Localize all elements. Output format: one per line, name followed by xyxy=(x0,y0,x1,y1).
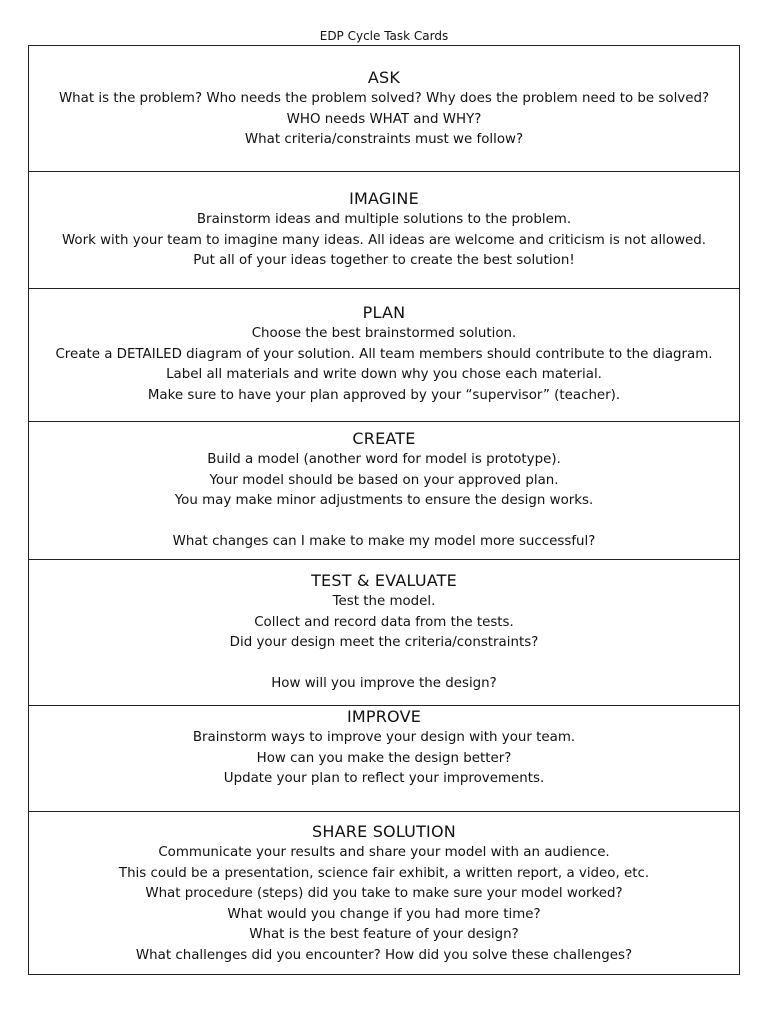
card-text-line: What is the best feature of your design? xyxy=(249,927,519,942)
card-text-line: Choose the best brainstormed solution. xyxy=(251,326,517,341)
card-heading: CREATE xyxy=(352,429,416,448)
card-text-line: Make sure to have your plan approved by your “supervisor” (teacher). xyxy=(147,387,621,403)
card-test-evaluate xyxy=(29,560,739,706)
card-text-line: Create a DETAILED diagram of your solution. All team members should contribute to the diagram. xyxy=(55,346,713,362)
card-improve xyxy=(29,706,739,812)
card-text-line: WHO needs WHAT and WHY? xyxy=(286,111,482,127)
document-title: EDP Cycle Task Cards xyxy=(319,29,449,43)
card-text-line: You may make minor adjustments to ensure the design works. xyxy=(174,493,594,508)
card-text-line: What changes can I make to make my model more successful? xyxy=(172,534,596,549)
card-text-line: What is the problem? Who needs the problem solved? Why does the problem need to be solved? xyxy=(58,91,710,106)
card-text-line: What would you change if you had more time? xyxy=(227,906,541,922)
card-heading: SHARE SOLUTION xyxy=(312,822,456,841)
card-text-line: Work with your team to imagine many ideas. All ideas are welcome and criticism is not allowed. xyxy=(61,232,707,248)
card-text-line: What challenges did you encounter? How did you solve these challenges? xyxy=(135,947,633,963)
card-text-line: Brainstorm ways to improve your design with your team. xyxy=(192,730,576,745)
card-text-line: Build a model (another word for model is prototype). xyxy=(207,452,561,467)
card-blank-line xyxy=(29,654,739,675)
card-text-line: What criteria/constraints must we follow? xyxy=(244,132,524,147)
card-text-line: What procedure (steps) did you take to make sure your model worked? xyxy=(145,886,623,901)
card-create xyxy=(29,422,739,560)
card-blank-line xyxy=(29,512,739,533)
card-heading: ASK xyxy=(367,68,401,87)
card-text-line: Update your plan to reflect your improvements. xyxy=(223,771,545,786)
card-text-line: This could be a presentation, science fair exhibit, a written report, a video, etc. xyxy=(118,865,650,881)
card-heading: IMAGINE xyxy=(349,189,419,208)
card-text-line: Collect and record data from the tests. xyxy=(254,614,514,630)
card-text-line: Communicate your results and share your model with an audience. xyxy=(158,845,610,860)
card-ask xyxy=(29,46,739,172)
card-text-line: Label all materials and write down why you chose each material. xyxy=(166,367,602,382)
card-text-line: Your model should be based on your approved plan. xyxy=(209,472,559,488)
card-text-line: Did your design meet the criteria/constraints? xyxy=(229,635,539,650)
card-heading: PLAN xyxy=(362,303,406,322)
card-heading: TEST & EVALUATE xyxy=(311,571,457,590)
card-text-line: How will you improve the design? xyxy=(271,676,497,691)
card-text-line: Put all of your ideas together to create the best solution! xyxy=(193,253,575,268)
card-imagine xyxy=(29,172,739,289)
task-card-table xyxy=(28,45,740,975)
card-text-line: How can you make the design better? xyxy=(256,750,512,766)
card-plan xyxy=(29,289,739,422)
card-text-line: Test the model. xyxy=(332,594,436,609)
card-share-solution xyxy=(29,812,739,974)
card-heading: IMPROVE xyxy=(346,707,422,726)
card-text-line: Brainstorm ideas and multiple solutions to the problem. xyxy=(196,212,572,227)
